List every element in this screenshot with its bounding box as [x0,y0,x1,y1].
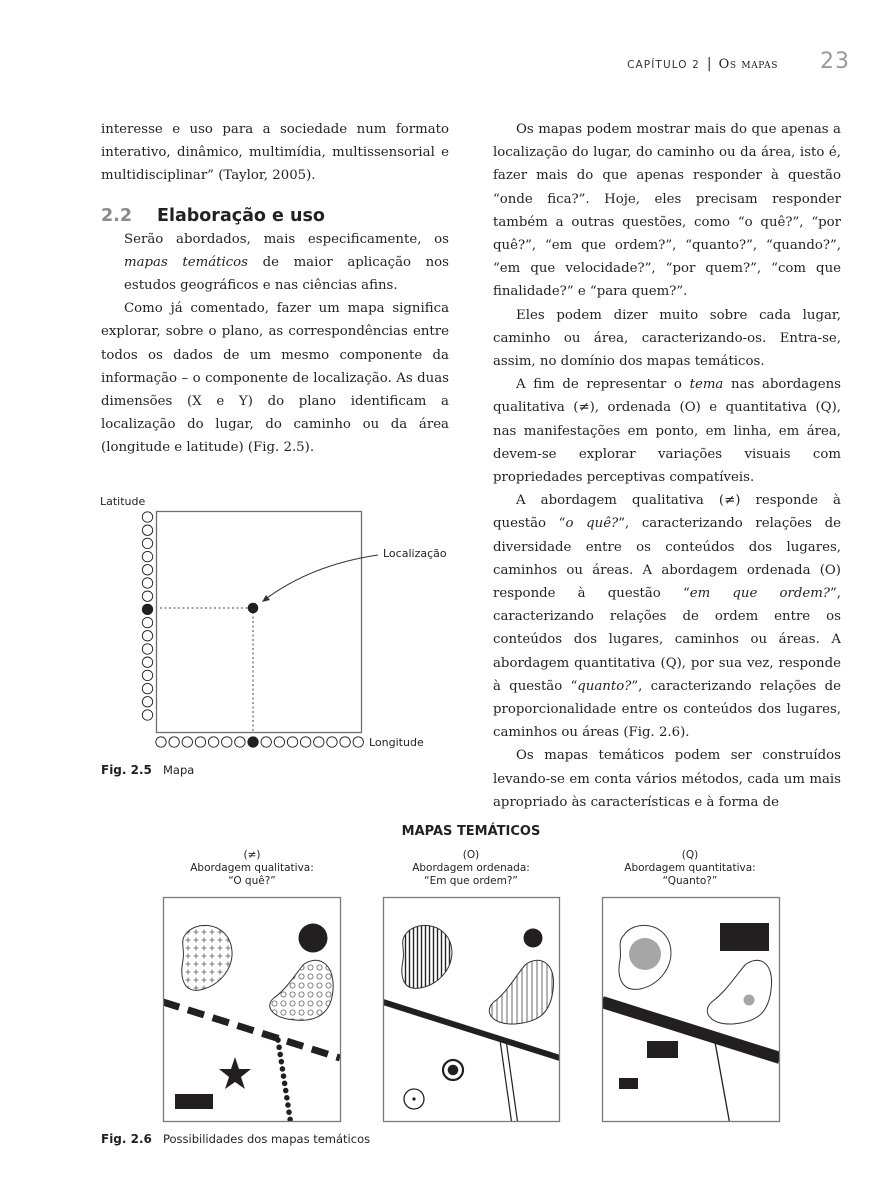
body-paragraph: Os mapas podem mostrar mais do que apenas a localização do lugar, do caminho ou da área, isto é, fazer mais do que apenas responder à questão “onde fica?”. Hoje, eles precisam responder também a outras questões, como “o quê?”, “por quê?”, “em que ordem?”, “quanto?”, “quando?”, “em que velocidade?”, “por quem?”, “com que finalidade?” e “para quem?”. [493,122,841,300]
line-thick-proportional [602,1002,780,1058]
latitude-label: Latitude [100,495,146,508]
figure-2-6-caption [101,1132,370,1146]
point-filled-circle [299,924,328,953]
proportional-circle-small [744,995,755,1006]
chapter-title: Os mapas [718,57,778,72]
italic-term: tema [689,377,724,393]
caption-number: Fig. 2.5 [101,763,152,777]
proportional-rect-small [619,1078,638,1089]
proportional-circle-large [629,938,661,970]
location-annotation: Localização [383,547,447,560]
point-filled-circle [524,929,543,948]
continuation-paragraph: interesse e uso para a sociedade num formato interativo, dinâmico, multimídia, multissensorial e multidisciplinar” (Taylor, 2005). [101,122,449,184]
body-paragraph: A fim de representar o tema nas abordagens qualitativa (≠), ordenada (O) e quantitativa (Q), nas manifestações em ponto, em linha, em área, devem-se explorar variações visuais com propriedades perceptivas compatíveis. [493,377,841,486]
line-double-right [506,1040,518,1125]
proportional-rect-medium [647,1041,678,1058]
longitude-label: Longitude [369,736,424,749]
header-separator: | [706,56,712,72]
panel-qualitative-map [163,924,340,1126]
area-outline [707,960,771,1024]
panel-heading-ordered: (O) Abordagem ordenada: “Em que ordem?” [412,849,530,887]
line-thin-proportional [715,1042,730,1125]
line-dotted-path [278,1040,291,1125]
proportional-rect-large [720,923,769,951]
caption-text: Possibilidades dos mapas temáticos [163,1132,371,1146]
figure-2-6-title: MAPAS TEMÁTICOS [401,824,541,839]
section-title: Elaboração e uso [157,205,325,226]
body-paragraph: Como já comentado, fazer um mapa significa explorar, sobre o plano, as correspondências entre todos os dados de um mesmo componente da informação – o componente de localização. As duas dimensões (X e Y) do plano identificam a localização do lugar, do caminho ou da área (longitude e latitude) (Fig. 2.5). [101,301,449,456]
area-dense-lines [402,925,452,988]
panel-quantitative-map [602,923,780,1125]
page-number: 23 [820,49,850,74]
star-icon [219,1057,251,1089]
panel-heading-quantitative: (Q) Abordagem quantitativa: “Quanto?” [624,849,756,887]
caption-text: Mapa [163,763,195,777]
area-cross-hatch [182,925,232,990]
caption-number: Fig. 2.6 [101,1132,152,1146]
point-ring-dot [412,1097,415,1100]
line-double-left [500,1040,512,1125]
body-paragraph: A abordagem qualitativa (≠) responde à questão “o quê?”, caracterizando relações de diversidade entre os conteúdos dos lugares, caminhos ou áreas. A abordagem ordenada (O) responde à questão “em que ordem?”, caracterizando relações de ordem entre os conteúdos dos lugares, caminhos ou áreas. A abordagem quantitativa (Q), por sua vez, responde à questão “quanto?”, caracterizando relações de proporcionalidade entre os conteúdos dos lugares, caminhos ou áreas (Fig. 2.6). [493,493,841,741]
area-circle-pattern [270,960,333,1020]
italic-term: mapas temáticos [124,254,249,270]
point-ring-center [448,1065,459,1076]
intro-paragraph: Serão abordados, mais especificamente, os mapas temáticos de maior aplicação nos estudos geográficos e nas ciências afins. [124,231,449,294]
point-rectangle [175,1094,213,1109]
body-paragraph: Os mapas temáticos podem ser construídos levando-se em conta vários métodos, cada um mais apropriado às características e à forma de [493,748,841,810]
area-sparse-lines [489,960,553,1024]
section-number: 2.2 [101,205,133,226]
panel-heading-qualitative: (≠) Abordagem qualitativa: “O quê?” [190,849,314,887]
body-paragraph: Eles podem dizer muito sobre cada lugar, caminho ou área, caracterizando-os. Entra-se, assim, no domínio dos mapas temáticos. [493,307,841,370]
panel-ordered-map [383,925,560,1125]
chapter-label: CAPÍTULO 2 [627,59,700,71]
